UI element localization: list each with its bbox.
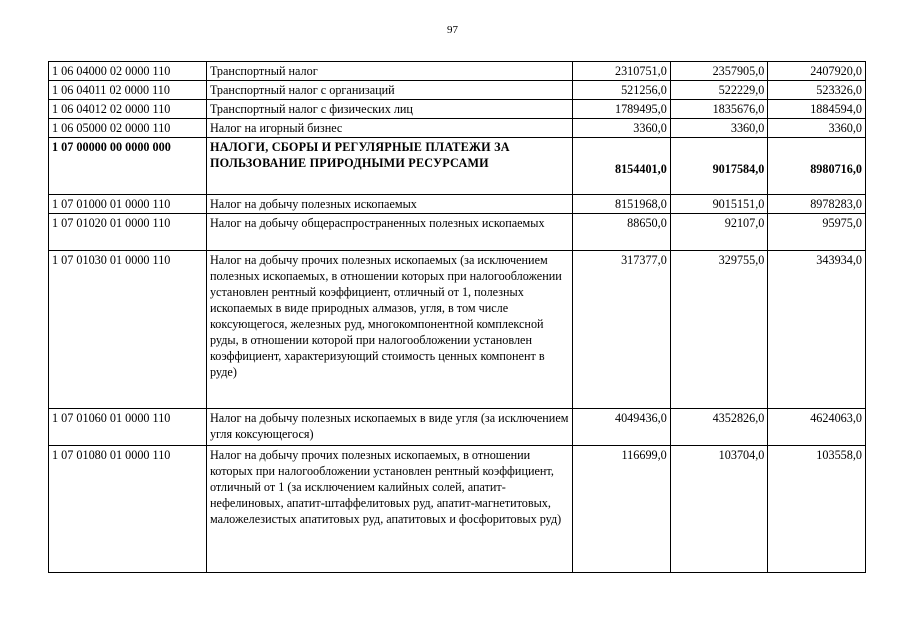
- row-value-1: 1789495,0: [573, 100, 671, 119]
- row-code: 1 07 01030 01 0000 110: [49, 251, 207, 409]
- row-value-2: 3360,0: [670, 119, 768, 138]
- row-value-1: 4049436,0: [573, 409, 671, 446]
- table-row: [49, 81, 866, 100]
- row-value-1: 8151968,0: [573, 195, 671, 214]
- row-code: 1 06 04012 02 0000 110: [49, 100, 207, 119]
- row-value-1: 521256,0: [573, 81, 671, 100]
- row-value-3: 8978283,0: [768, 195, 866, 214]
- row-name: НАЛОГИ, СБОРЫ И РЕГУЛЯРНЫЕ ПЛАТЕЖИ ЗА ПОЛЬЗОВАНИЕ ПРИРОДНЫМИ РЕСУРСАМИ: [206, 138, 572, 195]
- row-value-2: 522229,0: [670, 81, 768, 100]
- row-value-1: 317377,0: [573, 251, 671, 409]
- table-row: [49, 214, 866, 251]
- table-row: [49, 100, 866, 119]
- row-value-1: 8154401,0: [573, 138, 671, 195]
- row-name: Налог на добычу общераспространенных полезных ископаемых: [206, 214, 572, 251]
- row-code: 1 07 01060 01 0000 110: [49, 409, 207, 446]
- row-value-2: 92107,0: [670, 214, 768, 251]
- row-name: Налог на добычу полезных ископаемых: [206, 195, 572, 214]
- table-row: [49, 446, 866, 573]
- row-name: Транспортный налог с организаций: [206, 81, 572, 100]
- row-value-3: 3360,0: [768, 119, 866, 138]
- table-row: [49, 409, 866, 446]
- row-value-1: 2310751,0: [573, 62, 671, 81]
- row-value-1: 3360,0: [573, 119, 671, 138]
- table-row: [49, 251, 866, 409]
- row-value-3: 2407920,0: [768, 62, 866, 81]
- table-row: [49, 195, 866, 214]
- row-name: Налог на игорный бизнес: [206, 119, 572, 138]
- row-value-3: 4624063,0: [768, 409, 866, 446]
- row-value-3: 95975,0: [768, 214, 866, 251]
- page-number: 97: [447, 24, 458, 36]
- row-value-3: 1884594,0: [768, 100, 866, 119]
- row-value-2: 4352826,0: [670, 409, 768, 446]
- row-value-3: 103558,0: [768, 446, 866, 573]
- row-name: Налог на добычу прочих полезных ископаемых, в отношении которых при налогообложении установлен рентный коэффициент, отличный от 1 (за исключением калийных солей, апатит-нефелиновых, апатит-штаффелитовых руд, апатит-магнетитовых, маложелезистых апатитовых руд, апатитовых и фосфоритовых руд): [206, 446, 572, 573]
- row-value-2: 103704,0: [670, 446, 768, 573]
- row-name: Транспортный налог с физических лиц: [206, 100, 572, 119]
- row-code: 1 07 00000 00 0000 000: [49, 138, 207, 195]
- row-value-2: 1835676,0: [670, 100, 768, 119]
- table-row-section-total: [49, 138, 866, 195]
- row-value-2: 329755,0: [670, 251, 768, 409]
- row-value-1: 88650,0: [573, 214, 671, 251]
- row-value-2: 2357905,0: [670, 62, 768, 81]
- row-value-2: 9017584,0: [670, 138, 768, 195]
- table-row: [49, 119, 866, 138]
- row-code: 1 07 01000 01 0000 110: [49, 195, 207, 214]
- table-body: [49, 62, 866, 573]
- row-name: Транспортный налог: [206, 62, 572, 81]
- row-value-3: 343934,0: [768, 251, 866, 409]
- budget-revenue-table: [48, 61, 866, 573]
- row-value-2: 9015151,0: [670, 195, 768, 214]
- row-code: 1 07 01080 01 0000 110: [49, 446, 207, 573]
- row-value-3: 523326,0: [768, 81, 866, 100]
- row-name: Налог на добычу полезных ископаемых в виде угля (за исключением угля коксующегося): [206, 409, 572, 446]
- row-name: Налог на добычу прочих полезных ископаемых (за исключением полезных ископаемых, в отношении которых при налогообложении установлен рентный коэффициент, отличный от 1, полезных ископаемых в виде природных алмазов, угля, в том числе коксующегося, железных руд, многокомпонентной комплексной руды, в отношении которой при налогообложении установлен коэффициент, характеризующий стоимость ценных компонент в руде): [206, 251, 572, 409]
- row-code: 1 06 05000 02 0000 110: [49, 119, 207, 138]
- table-row: [49, 62, 866, 81]
- row-code: 1 06 04000 02 0000 110: [49, 62, 207, 81]
- row-value-3: 8980716,0: [768, 138, 866, 195]
- row-value-1: 116699,0: [573, 446, 671, 573]
- row-code: 1 06 04011 02 0000 110: [49, 81, 207, 100]
- row-code: 1 07 01020 01 0000 110: [49, 214, 207, 251]
